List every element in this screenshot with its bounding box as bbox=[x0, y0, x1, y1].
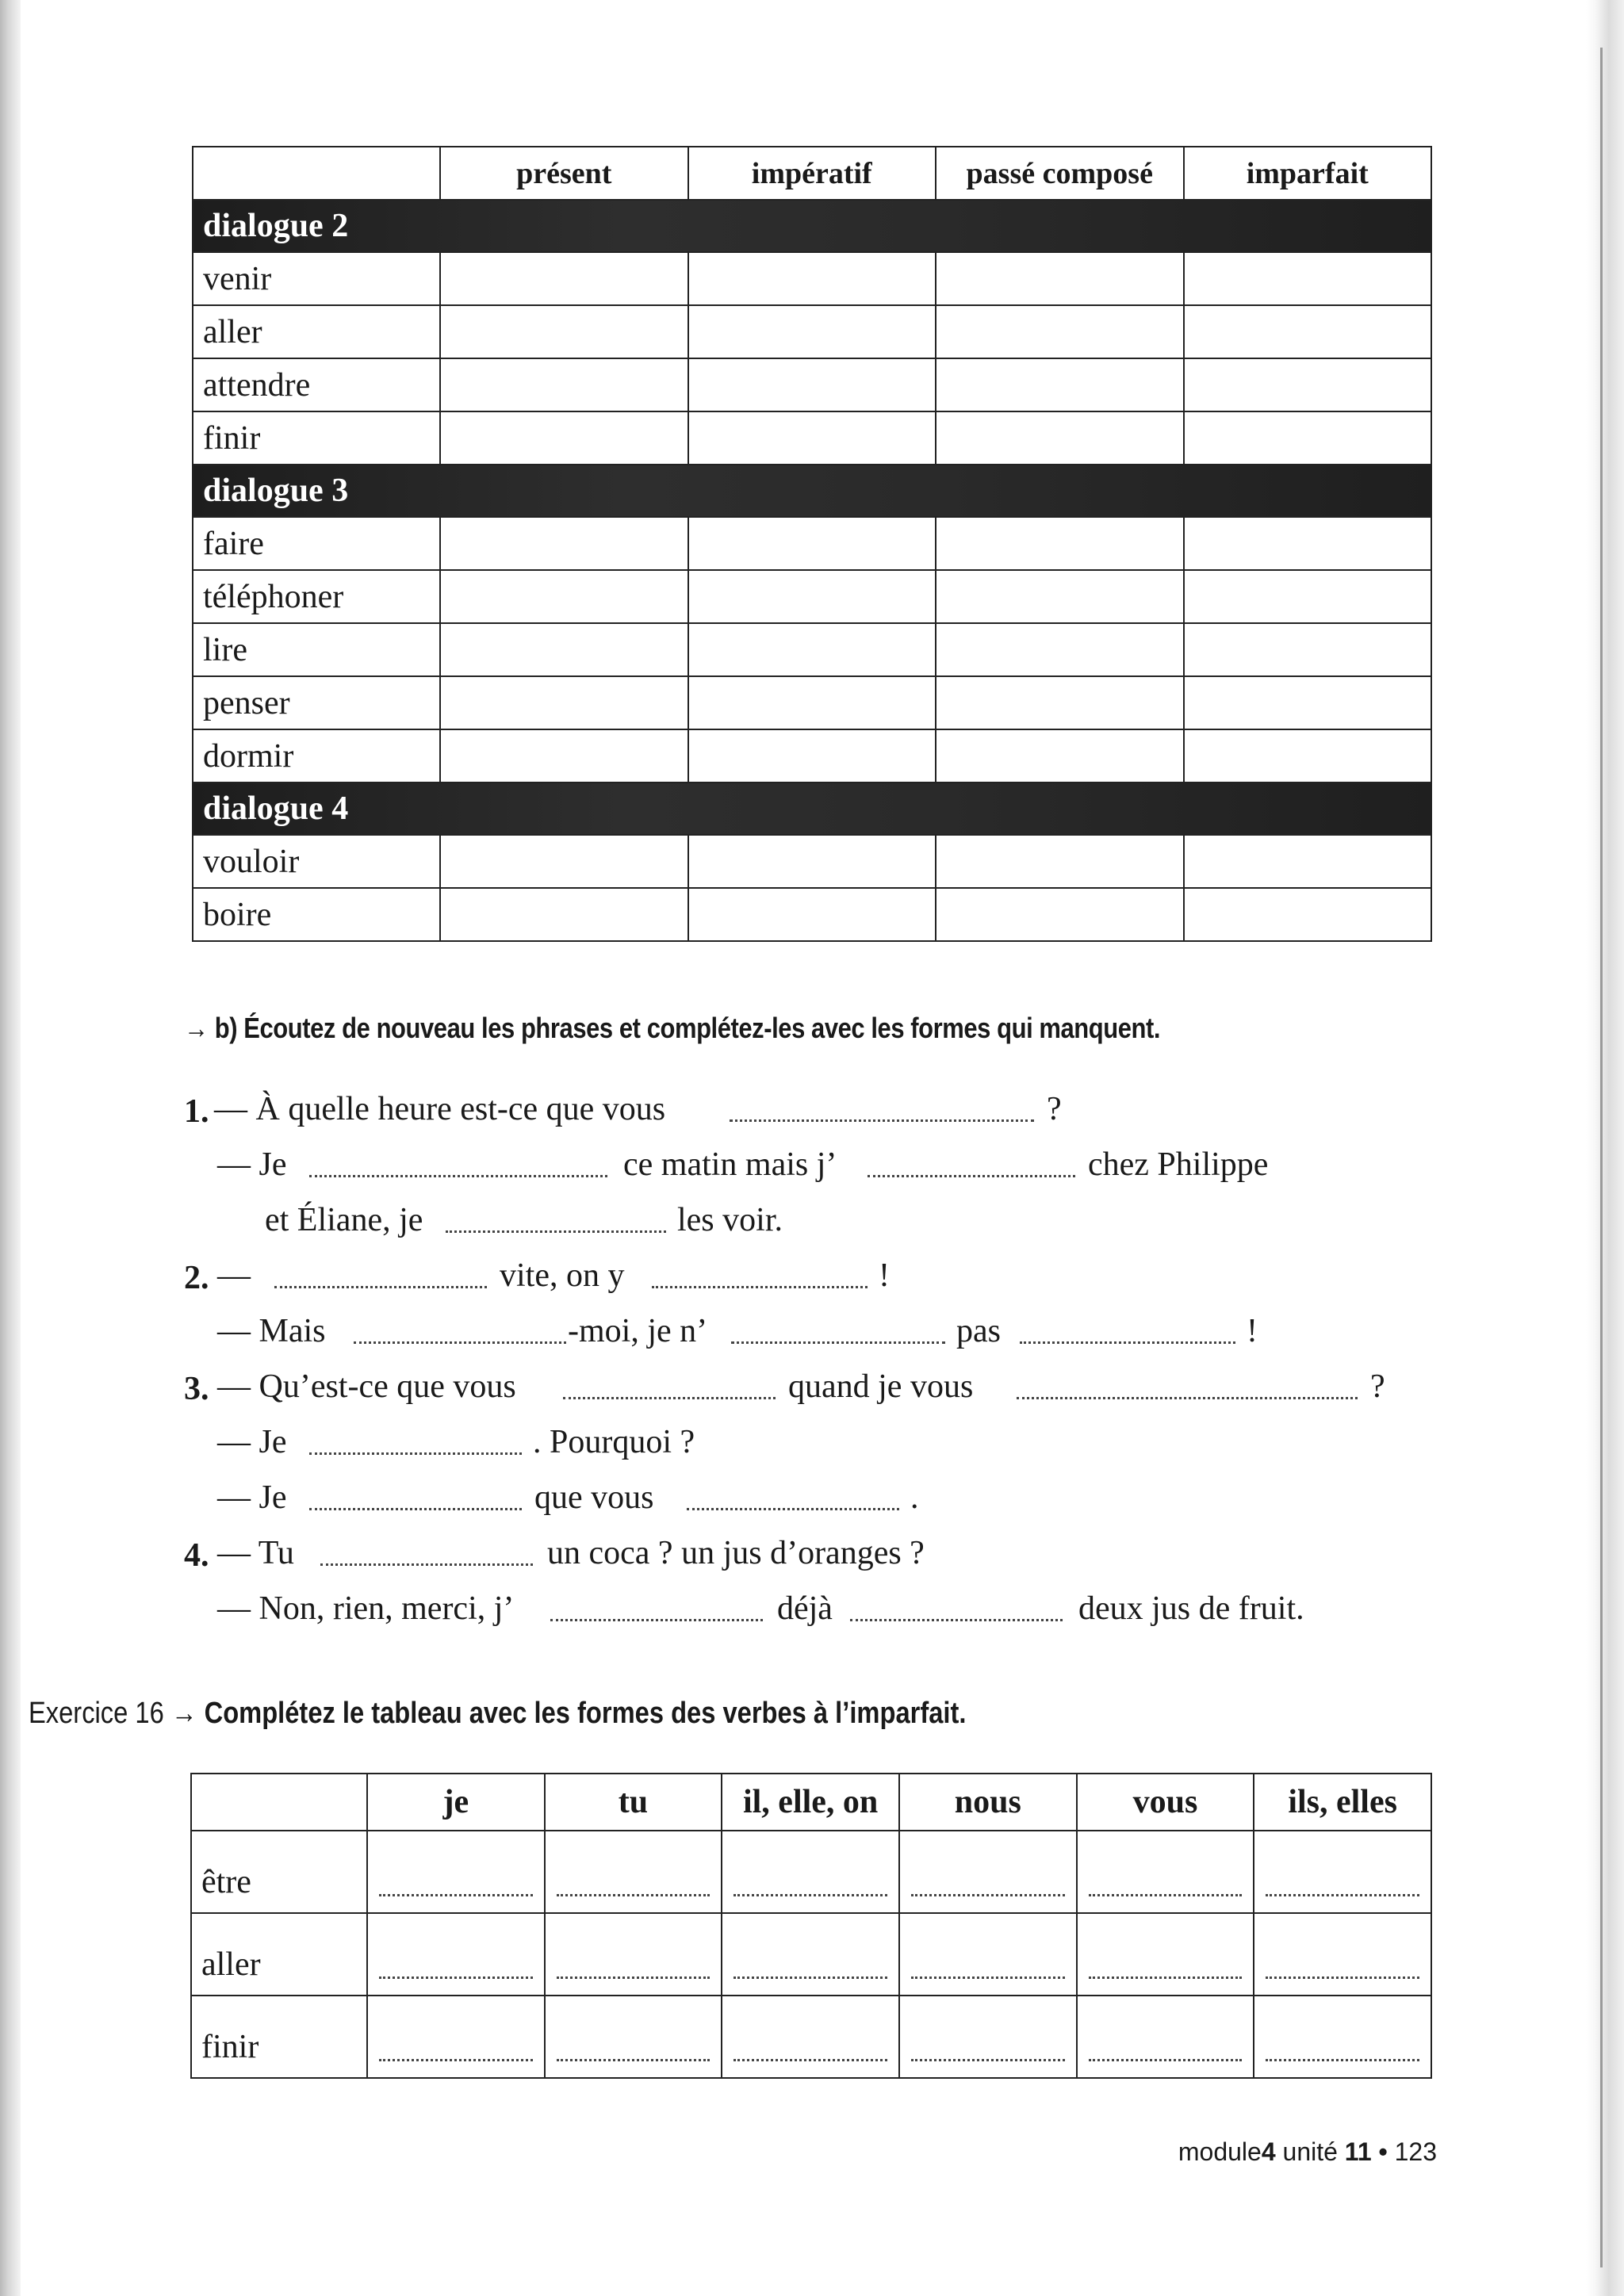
dialogue-section-title: dialogue 4 bbox=[193, 783, 1431, 835]
answer-cell[interactable] bbox=[936, 358, 1184, 411]
answer-cell[interactable] bbox=[440, 835, 688, 888]
line-9-text-b: un coca ? un jus d’oranges ? bbox=[547, 1535, 925, 1571]
conj-answer-cell[interactable] bbox=[1254, 1913, 1431, 1996]
verb-row bbox=[193, 888, 1431, 941]
blank-10[interactable] bbox=[563, 1397, 776, 1399]
answer-cell[interactable] bbox=[936, 835, 1184, 888]
dotted-blank[interactable] bbox=[911, 1848, 1065, 1896]
page-fold-line bbox=[1600, 48, 1603, 2267]
verb-row bbox=[193, 358, 1431, 411]
verb-row bbox=[193, 305, 1431, 358]
conj-row bbox=[191, 1831, 1431, 1913]
line-6-text-b: quand je vous bbox=[788, 1368, 974, 1405]
conj-header-nous: nous bbox=[899, 1774, 1077, 1831]
verb-table-header-row bbox=[193, 147, 1431, 200]
dotted-blank[interactable] bbox=[733, 2013, 887, 2061]
line-4-text-c: ! bbox=[879, 1257, 890, 1294]
conj-verb-label: aller bbox=[191, 1913, 367, 1996]
line-2-text-b: ce matin mais j’ bbox=[623, 1146, 837, 1183]
page-number: 123 bbox=[1394, 2137, 1437, 2166]
line-4-text-a: — bbox=[217, 1257, 251, 1294]
line-7-text-a: — Je bbox=[217, 1424, 287, 1460]
dialogue-section-row bbox=[193, 200, 1431, 252]
line-3-text-b: les voir. bbox=[677, 1202, 783, 1238]
line-1-text-a: — À quelle heure est-ce que vous bbox=[214, 1091, 666, 1127]
line-5-text-b: -moi, je n’ bbox=[568, 1313, 708, 1349]
conj-verb-label: finir bbox=[191, 1996, 367, 2078]
dotted-blank[interactable] bbox=[1266, 2013, 1419, 2061]
arrow-icon: → bbox=[170, 1697, 197, 1730]
footer-module-number: 4 bbox=[1261, 2137, 1276, 2166]
answer-cell[interactable] bbox=[688, 835, 936, 888]
blank-4[interactable] bbox=[446, 1230, 666, 1233]
exercise-16-instruction: Complétez le tableau avec les formes des verbes à l’imparfait. bbox=[204, 1697, 967, 1730]
blank-15[interactable] bbox=[320, 1563, 533, 1566]
answer-cell[interactable] bbox=[440, 252, 688, 305]
answer-cell[interactable] bbox=[440, 358, 688, 411]
scan-right-edge bbox=[1586, 0, 1624, 2296]
dotted-blank[interactable] bbox=[1266, 1931, 1419, 1979]
verb-label: attendre bbox=[193, 358, 440, 411]
header-imperatif: impératif bbox=[688, 147, 936, 200]
answer-cell[interactable] bbox=[440, 729, 688, 783]
blank-1[interactable] bbox=[730, 1119, 1034, 1122]
line-8-text-c: . bbox=[910, 1479, 919, 1516]
conj-answer-cell[interactable] bbox=[1077, 1831, 1254, 1913]
answer-cell[interactable] bbox=[688, 570, 936, 623]
imparfait-conjugation-table bbox=[190, 1773, 1432, 2079]
conj-row bbox=[191, 1996, 1431, 2078]
header-passe-compose: passé composé bbox=[936, 147, 1184, 200]
footer-unit-word: unité bbox=[1282, 2137, 1338, 2166]
verb-row bbox=[193, 252, 1431, 305]
conj-answer-cell[interactable] bbox=[722, 1913, 899, 1996]
page-footer bbox=[1178, 2137, 1437, 2167]
answer-cell[interactable] bbox=[936, 676, 1184, 729]
conj-answer-cell[interactable] bbox=[899, 1831, 1077, 1913]
answer-cell[interactable] bbox=[936, 252, 1184, 305]
dotted-blank[interactable] bbox=[557, 1931, 710, 1979]
conj-row bbox=[191, 1913, 1431, 1996]
answer-cell[interactable] bbox=[688, 623, 936, 676]
verb-row bbox=[193, 411, 1431, 465]
blank-5[interactable] bbox=[274, 1286, 487, 1288]
line-6-text-c: ? bbox=[1370, 1368, 1385, 1405]
conj-answer-cell[interactable] bbox=[367, 1913, 545, 1996]
verb-row bbox=[193, 676, 1431, 729]
dialogue-section-title: dialogue 2 bbox=[193, 200, 1431, 252]
conj-answer-cell[interactable] bbox=[545, 1996, 722, 2078]
blank-3[interactable] bbox=[868, 1175, 1075, 1177]
blank-14[interactable] bbox=[687, 1508, 899, 1510]
instruction-b bbox=[184, 1012, 1160, 1045]
answer-cell[interactable] bbox=[936, 411, 1184, 465]
verb-row bbox=[193, 835, 1431, 888]
verb-row bbox=[193, 517, 1431, 570]
answer-cell[interactable] bbox=[440, 888, 688, 941]
answer-cell[interactable] bbox=[1184, 623, 1432, 676]
dotted-blank[interactable] bbox=[557, 2013, 710, 2061]
conj-answer-cell[interactable] bbox=[1254, 1996, 1431, 2078]
answer-cell[interactable] bbox=[688, 305, 936, 358]
dotted-blank[interactable] bbox=[379, 2013, 533, 2061]
line-5-text-a: — Mais bbox=[217, 1313, 326, 1349]
verb-row bbox=[193, 623, 1431, 676]
conj-table-body bbox=[191, 1831, 1431, 2078]
conj-verb-label: être bbox=[191, 1831, 367, 1913]
answer-cell[interactable] bbox=[1184, 411, 1432, 465]
answer-cell[interactable] bbox=[936, 888, 1184, 941]
dotted-blank[interactable] bbox=[379, 1931, 533, 1979]
footer-module-word: module bbox=[1178, 2137, 1262, 2166]
instruction-label: b) bbox=[214, 1012, 238, 1044]
blank-7[interactable] bbox=[354, 1341, 566, 1344]
answer-cell[interactable] bbox=[440, 305, 688, 358]
dotted-blank[interactable] bbox=[557, 1848, 710, 1896]
answer-cell[interactable] bbox=[1184, 835, 1432, 888]
conj-answer-cell[interactable] bbox=[545, 1913, 722, 1996]
scan-left-edge bbox=[0, 0, 21, 2296]
answer-cell[interactable] bbox=[440, 570, 688, 623]
exercise-16-label: Exercice 16 bbox=[29, 1697, 164, 1730]
verb-label: dormir bbox=[193, 729, 440, 783]
dotted-blank[interactable] bbox=[1266, 1848, 1419, 1896]
line-8-text-b: que vous bbox=[534, 1479, 654, 1516]
answer-cell[interactable] bbox=[688, 676, 936, 729]
answer-cell[interactable] bbox=[1184, 676, 1432, 729]
answer-cell[interactable] bbox=[1184, 888, 1432, 941]
conj-answer-cell[interactable] bbox=[367, 1831, 545, 1913]
dotted-blank[interactable] bbox=[733, 1848, 887, 1896]
footer-unit-number: 11 bbox=[1344, 2137, 1372, 2166]
conj-answer-cell[interactable] bbox=[1254, 1831, 1431, 1913]
item-number-3: 3. bbox=[184, 1371, 209, 1407]
conj-header-blank bbox=[191, 1774, 367, 1831]
dotted-blank[interactable] bbox=[1089, 1931, 1243, 1979]
blank-6[interactable] bbox=[652, 1286, 868, 1288]
dialogue-section-row bbox=[193, 465, 1431, 517]
item-number-1: 1. bbox=[184, 1093, 209, 1130]
line-10-text-b: déjà bbox=[777, 1590, 833, 1627]
line-7-text-b: . Pourquoi ? bbox=[533, 1424, 695, 1460]
answer-cell[interactable] bbox=[1184, 305, 1432, 358]
conj-answer-cell[interactable] bbox=[367, 1996, 545, 2078]
dialogue-section-row bbox=[193, 783, 1431, 835]
dotted-blank[interactable] bbox=[911, 2013, 1065, 2061]
answer-cell[interactable] bbox=[936, 517, 1184, 570]
answer-cell[interactable] bbox=[1184, 358, 1432, 411]
line-1-text-b: ? bbox=[1047, 1091, 1062, 1127]
header-blank bbox=[193, 147, 440, 200]
line-6-text-a: — Qu’est-ce que vous bbox=[217, 1368, 516, 1405]
conj-answer-cell[interactable] bbox=[722, 1996, 899, 2078]
verb-label: téléphoner bbox=[193, 570, 440, 623]
verb-row bbox=[193, 570, 1431, 623]
blank-11[interactable] bbox=[1017, 1397, 1358, 1399]
verb-label: faire bbox=[193, 517, 440, 570]
dotted-blank[interactable] bbox=[733, 1931, 887, 1979]
dotted-blank[interactable] bbox=[1089, 1848, 1243, 1896]
verb-label: vouloir bbox=[193, 835, 440, 888]
footer-bullet: • bbox=[1378, 2137, 1388, 2166]
answer-cell[interactable] bbox=[936, 305, 1184, 358]
answer-cell[interactable] bbox=[688, 517, 936, 570]
answer-cell[interactable] bbox=[440, 517, 688, 570]
line-5-text-d: ! bbox=[1247, 1313, 1258, 1349]
item-number-4: 4. bbox=[184, 1537, 209, 1574]
line-9-text-a: — Tu bbox=[217, 1535, 294, 1571]
line-10-text-a: — Non, rien, merci, j’ bbox=[217, 1590, 515, 1627]
answer-cell[interactable] bbox=[440, 623, 688, 676]
conj-answer-cell[interactable] bbox=[1077, 1913, 1254, 1996]
line-2-text-c: chez Philippe bbox=[1088, 1146, 1269, 1183]
answer-cell[interactable] bbox=[936, 729, 1184, 783]
dialogue-section-title: dialogue 3 bbox=[193, 465, 1431, 517]
line-10-text-c: deux jus de fruit. bbox=[1078, 1590, 1304, 1627]
verb-label: aller bbox=[193, 305, 440, 358]
verb-label: venir bbox=[193, 252, 440, 305]
dotted-blank[interactable] bbox=[1089, 2013, 1243, 2061]
answer-cell[interactable] bbox=[1184, 517, 1432, 570]
line-5-text-c: pas bbox=[956, 1313, 1001, 1349]
answer-cell[interactable] bbox=[440, 676, 688, 729]
answer-cell[interactable] bbox=[688, 252, 936, 305]
blank-13[interactable] bbox=[309, 1508, 522, 1510]
answer-cell[interactable] bbox=[1184, 252, 1432, 305]
conj-answer-cell[interactable] bbox=[899, 1913, 1077, 1996]
line-8-text-a: — Je bbox=[217, 1479, 287, 1516]
answer-cell[interactable] bbox=[688, 888, 936, 941]
conj-answer-cell[interactable] bbox=[899, 1996, 1077, 2078]
conj-header-tu: tu bbox=[545, 1774, 722, 1831]
answer-cell[interactable] bbox=[440, 411, 688, 465]
conj-answer-cell[interactable] bbox=[1077, 1996, 1254, 2078]
blank-16[interactable] bbox=[550, 1619, 763, 1621]
answer-cell[interactable] bbox=[688, 411, 936, 465]
answer-cell[interactable] bbox=[688, 358, 936, 411]
blank-17[interactable] bbox=[850, 1619, 1063, 1621]
conj-header-il-elle-on: il, elle, on bbox=[722, 1774, 899, 1831]
instruction-text: Écoutez de nouveau les phrases et complétez-les avec les formes qui manquent. bbox=[243, 1012, 1161, 1044]
verb-label: boire bbox=[193, 888, 440, 941]
blank-12[interactable] bbox=[309, 1452, 522, 1455]
answer-cell[interactable] bbox=[688, 729, 936, 783]
verb-table-body bbox=[193, 200, 1431, 941]
exercise-16-heading bbox=[29, 1697, 966, 1731]
conj-header-ils-elles: ils, elles bbox=[1254, 1774, 1431, 1831]
answer-cell[interactable] bbox=[936, 570, 1184, 623]
item-number-2: 2. bbox=[184, 1260, 209, 1296]
conj-header-vous: vous bbox=[1077, 1774, 1254, 1831]
verb-label: lire bbox=[193, 623, 440, 676]
header-present: présent bbox=[440, 147, 688, 200]
blank-8[interactable] bbox=[731, 1341, 945, 1344]
answer-cell[interactable] bbox=[1184, 570, 1432, 623]
conj-answer-cell[interactable] bbox=[545, 1831, 722, 1913]
conj-answer-cell[interactable] bbox=[722, 1831, 899, 1913]
header-imparfait: imparfait bbox=[1184, 147, 1432, 200]
line-2-text-a: — Je bbox=[217, 1146, 287, 1183]
verb-label: penser bbox=[193, 676, 440, 729]
conj-header-je: je bbox=[367, 1774, 545, 1831]
blank-9[interactable] bbox=[1020, 1341, 1235, 1344]
conj-header-row bbox=[191, 1774, 1431, 1831]
answer-cell[interactable] bbox=[936, 623, 1184, 676]
verb-row bbox=[193, 729, 1431, 783]
verb-label: finir bbox=[193, 411, 440, 465]
verb-forms-table bbox=[192, 146, 1432, 942]
dotted-blank[interactable] bbox=[379, 1848, 533, 1896]
answer-cell[interactable] bbox=[1184, 729, 1432, 783]
blank-2[interactable] bbox=[309, 1175, 607, 1177]
arrow-icon: → bbox=[184, 1012, 209, 1044]
dotted-blank[interactable] bbox=[911, 1931, 1065, 1979]
line-3-text-a: et Éliane, je bbox=[265, 1202, 423, 1238]
line-4-text-b: vite, on y bbox=[500, 1257, 625, 1294]
